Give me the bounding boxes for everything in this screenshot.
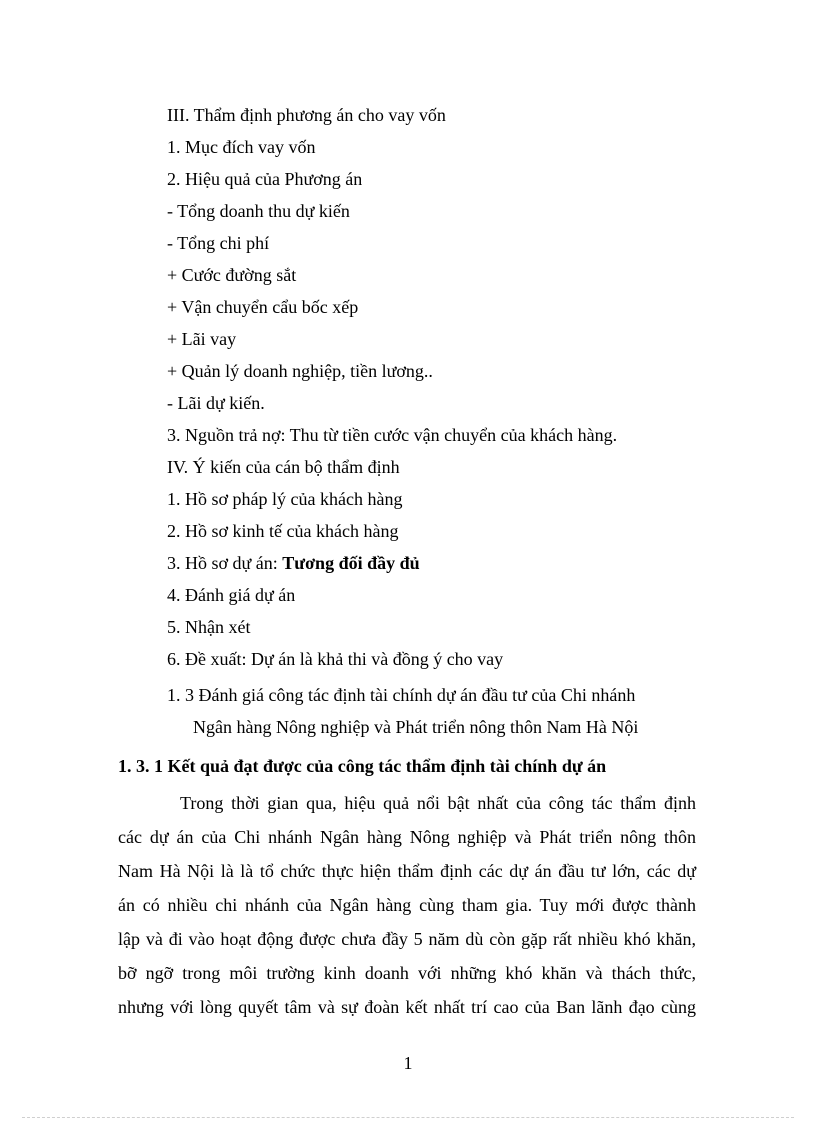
outline-line: 1. Mục đích vay vốn xyxy=(167,137,316,157)
outline-line: 2. Hiệu quả của Phương án xyxy=(167,169,363,189)
outline-line: 4. Đánh giá dự án xyxy=(167,585,296,605)
outline-line: + Vận chuyển cẩu bốc xếp xyxy=(167,297,359,317)
outline-line: 5. Nhận xét xyxy=(167,617,251,637)
page-number: 1 xyxy=(403,1053,413,1073)
outline-line: + Lãi vay xyxy=(167,329,237,349)
project-file-label: 3. Hồ sơ dự án: xyxy=(167,553,278,573)
paragraph-line: Trong thời gian qua, hiệu quả nổi bật nhất của công tác thẩm định xyxy=(180,793,696,813)
outline-line: - Tổng chi phí xyxy=(167,233,270,253)
paragraph-line: án có nhiều chi nhánh của Ngân hàng cùng tham gia. Tuy mới được thành xyxy=(118,895,696,915)
outline-line: 1. Hồ sơ pháp lý của khách hàng xyxy=(167,489,403,509)
paragraph-line: lập và đi vào hoạt động được chưa đầy 5 năm dù còn gặp rất nhiều khó khăn, xyxy=(118,929,696,949)
project-file-value: Tương đối đầy đủ xyxy=(282,553,420,573)
paragraph-line: bỡ ngỡ trong môi trường kinh doanh với những khó khăn và thách thức, xyxy=(118,963,696,983)
paragraph-line: nhưng với lòng quyết tâm và sự đoàn kết nhất trí cao của Ban lãnh đạo cùng xyxy=(118,997,696,1017)
subheading: 1. 3. 1 Kết quả đạt được của công tác thẩm định tài chính dự án xyxy=(118,756,607,776)
page-bottom-divider xyxy=(22,1117,794,1118)
section-title-line1: 1. 3 Đánh giá công tác định tài chính dự án đầu tư của Chi nhánh xyxy=(167,685,636,705)
section-title-line2: Ngân hàng Nông nghiệp và Phát triển nông thôn Nam Hà Nội xyxy=(193,717,639,737)
outline-line: + Cước đường sắt xyxy=(167,265,297,285)
outline-line: 3. Nguồn trả nợ: Thu từ tiền cước vận chuyển của khách hàng. xyxy=(167,425,618,445)
outline-line: III. Thẩm định phương án cho vay vốn xyxy=(167,105,446,125)
outline-line: IV. Ý kiến của cán bộ thẩm định xyxy=(167,457,400,477)
outline-line: - Lãi dự kiến. xyxy=(167,393,265,413)
outline-line: + Quản lý doanh nghiệp, tiền lương.. xyxy=(167,361,433,381)
outline-line: - Tổng doanh thu dự kiến xyxy=(167,201,350,221)
outline-line: 2. Hồ sơ kinh tế của khách hàng xyxy=(167,521,399,541)
paragraph-line: các dự án của Chi nhánh Ngân hàng Nông nghiệp và Phát triển nông thôn xyxy=(118,827,696,847)
paragraph-line: Nam Hà Nội là là tổ chức thực hiện thẩm định các dự án đầu tư lớn, các dự xyxy=(118,861,696,881)
project-file-line xyxy=(167,552,420,574)
outline-line: 6. Đề xuất: Dự án là khả thi và đồng ý cho vay xyxy=(167,649,504,669)
